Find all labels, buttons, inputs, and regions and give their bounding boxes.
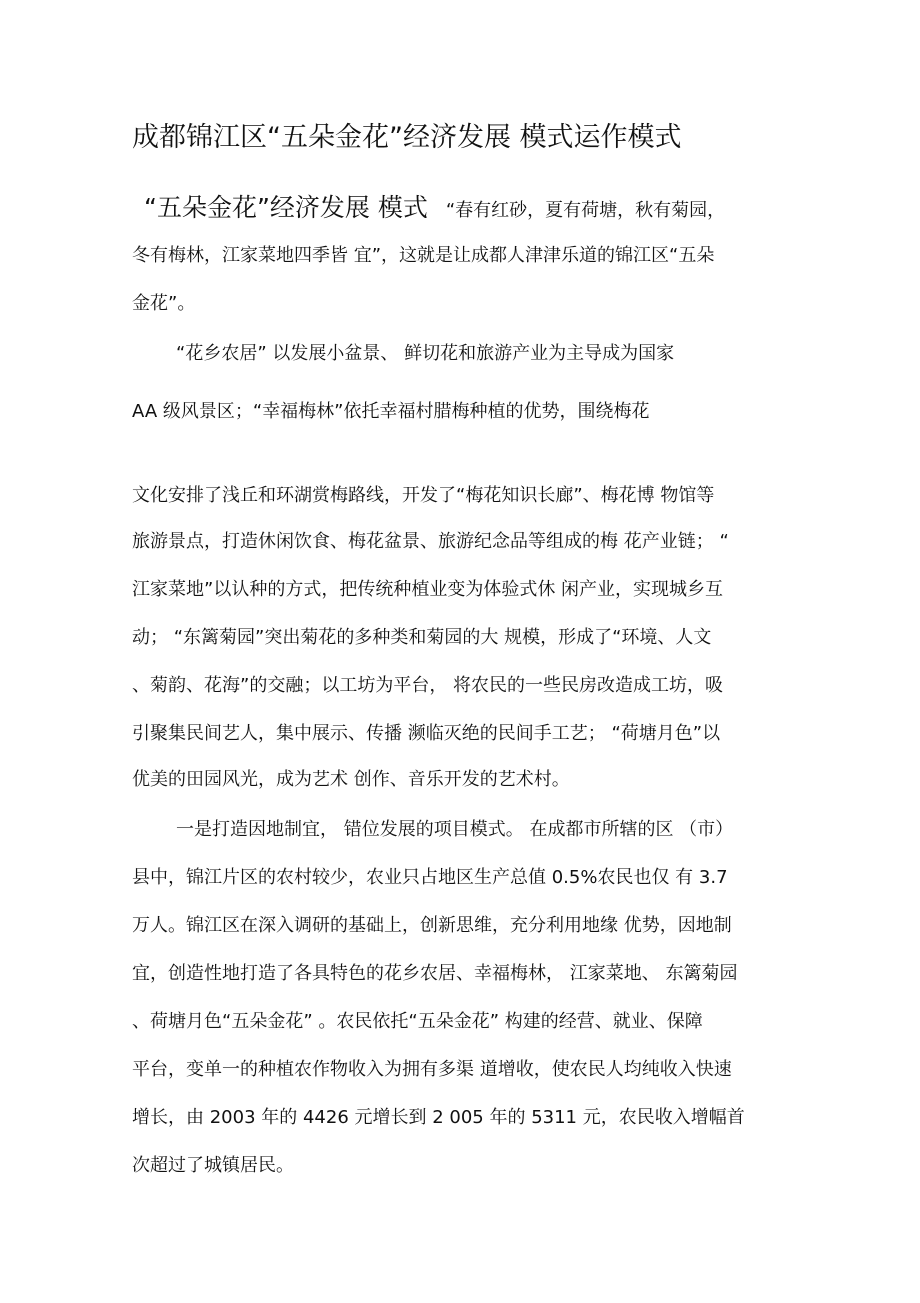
para1-line: “花乡农居” 以发展小盆景、 鲜切花和旅游产业为主导成为国家 [176,343,675,364]
para1-line: 文化安排了浅丘和环湖赏梅路线，开发了“梅花知识长廊”、梅花博 物馆等 [132,485,715,506]
para1-line: 、菊韵、花海”的交融；以工坊为平台， 将农民的一些民房改造成工坊，吸 [132,675,724,696]
para1-line: 江家菜地”以认种的方式，把传统种植业变为体验式休 闲产业，实现城乡互 [132,579,724,600]
para2-line: 万人。锦江区在深入调研的基础上，创新思维，充分利用地缘 优势，因地制 [132,915,732,936]
intro-line-1 [132,190,725,229]
para2-line: 县中，锦江片区的农村较少，农业只占地区生产总值 0.5%农民也仅 有 3.7 [132,867,728,888]
para1-line: AA 级风景区；“幸福梅林”依托幸福村腊梅种植的优势，围绕梅花 [132,401,650,422]
para2-line: 平台，变单一的种植农作物收入为拥有多渠 道增收，使农民人均纯收入快速 [132,1059,732,1080]
intro-line-1-text: “春有红砂，夏有荷塘，秋有菊园， [445,200,726,221]
para1-line: 引聚集民间艺人，集中展示、传播 濒临灭绝的民间手工艺； “荷塘月色”以 [132,723,721,744]
para2-line: 宜，创造性地打造了各具特色的花乡农居、幸福梅林， 江家菜地、 东篱菊园 [132,963,738,984]
intro-line-3: 金花”。 [132,293,196,314]
intro-subheading: “五朵金花”经济发展 模式 [144,193,428,222]
para2-line: 次超过了城镇居民。 [132,1155,294,1176]
intro-line-2: 冬有梅林，江家菜地四季皆 宜”，这就是让成都人津津乐道的锦江区“五朵 [132,245,715,266]
para2-line: 一是打造因地制宜， 错位发展的项目模式。 在成都市所辖的区 （市） [176,819,734,840]
para1-line: 动； “东篱菊园”突出菊花的多种类和菊园的大 规模，形成了“环境、人文 [132,627,712,648]
para1-line: 优美的田园风光，成为艺术 创作、音乐开发的艺术村。 [132,769,570,790]
para1-line: 旅游景点，打造休闲饮食、梅花盆景、旅游纪念品等组成的梅 花产业链； “ [132,531,729,552]
para2-line: 、荷塘月色“五朵金花” 。农民依托“五朵金花” 构建的经营、就业、保障 [132,1011,703,1032]
document-title: 成都锦江区“五朵金花”经济发展 模式运作模式 [132,122,682,153]
para2-line: 增长，由 2003 年的 4426 元增长到 2 005 年的 5311 元，农民收入增幅首 [132,1107,745,1128]
